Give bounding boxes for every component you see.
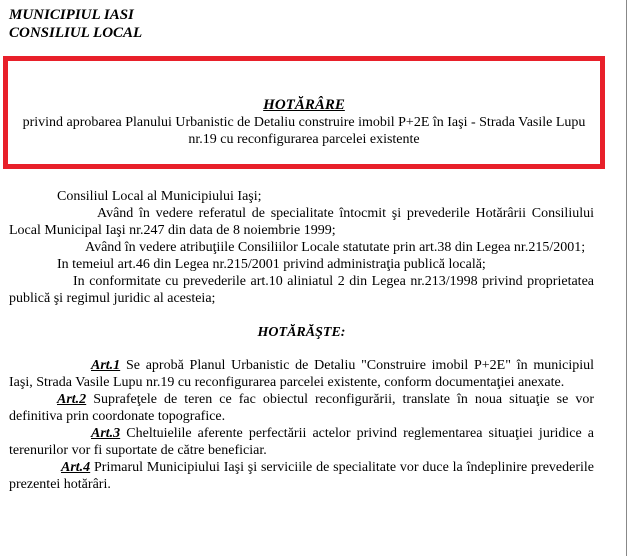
article-text: Suprafeţele de teren ce fac obiectul reconfigurării, translate în noua situaţie se vor definitiva prin coordonate topografice. xyxy=(9,392,594,424)
preamble-paragraph: Având în vedere atribuţiile Consiliilor Locale statutate prin art.38 din Legea nr.215/2001; xyxy=(85,240,586,255)
title-block xyxy=(8,97,600,148)
article-paragraph xyxy=(9,357,594,391)
article-label: Art.4 xyxy=(61,460,91,475)
document-body xyxy=(9,188,594,493)
page-right-border xyxy=(626,0,627,556)
article-label: Art.1 xyxy=(91,358,121,373)
article-paragraph xyxy=(9,459,594,493)
preamble-paragraph: Consiliul Local al Municipiului Iaşi; xyxy=(57,189,262,204)
header-council: CONSILIUL LOCAL xyxy=(9,25,143,41)
article-label: Art.2 xyxy=(57,392,87,407)
preamble-paragraph: In temeiul art.46 din Legea nr.215/2001 privind administraţia publică locală; xyxy=(57,257,486,272)
decision-heading: HOTĂRĂŞTE: xyxy=(257,325,346,340)
header-municipality: MUNICIPIUL IASI xyxy=(9,7,134,23)
preamble-paragraph: Având în vedere referatul de specialitate întocmit şi prevederile Hotărârii Consiliului Local Municipal Iaşi nr.247 din data de 8 noiembrie 1999; xyxy=(9,206,594,238)
preamble-paragraph: In conformitate cu prevederile art.10 aliniatul 2 din Legea nr.213/1998 privind proprietatea publică şi regimul juridic al acesteia; xyxy=(9,274,594,306)
article-paragraph xyxy=(9,391,594,425)
document-subtitle: privind aprobarea Planului Urbanistic de Detaliu construire imobil P+2E în Iaşi - Strada Vasile Lupu nr.19 cu reconfigurarea parcelei existente xyxy=(22,115,586,147)
article-text: Primarul Municipiului Iaşi şi serviciile de specialitate vor duce la îndeplinire prevederile prezentei hotărâri. xyxy=(9,460,594,492)
article-paragraph xyxy=(9,425,594,459)
highlighted-title-box xyxy=(3,56,605,169)
article-label: Art.3 xyxy=(91,426,121,441)
document-header xyxy=(9,6,142,42)
document-title: HOTĂRÂRE xyxy=(263,97,345,113)
article-text: Se aprobă Planul Urbanistic de Detaliu "Construire imobil P+2E" în municipiul Iaşi, Strada Vasile Lupu nr.19 cu reconfigurarea parcelei existente, conform documentaţiei anexate. xyxy=(9,358,594,390)
article-text: Cheltuielile aferente perfectării actelor privind reglementarea situaţiei juridice a terenurilor vor fi suportate de către beneficiar. xyxy=(9,426,594,458)
